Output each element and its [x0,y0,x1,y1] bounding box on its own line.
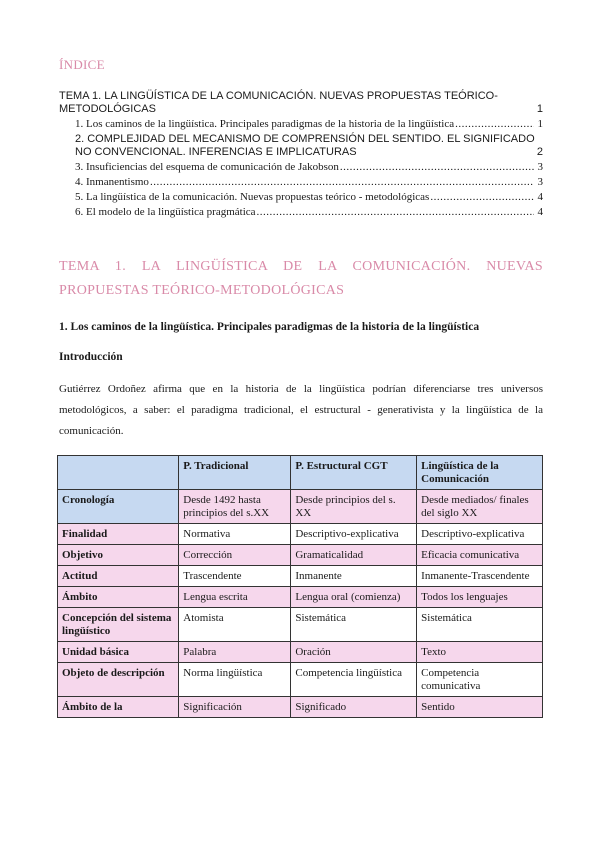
table-cell: Desde 1492 hasta principios del s.XX [179,490,291,524]
table-row [58,642,543,663]
table-cell: Todos los lenguajes [417,587,543,608]
table-cell: Corrección [179,545,291,566]
table-row-header: Unidad básica [58,642,179,663]
toc-page-number: 4 [537,191,543,203]
toc-page-number: 1 [537,118,543,130]
table-header-cell: P. Tradicional [179,456,291,490]
table-cell: Gramaticalidad [291,545,417,566]
toc-page-number: 1 [536,103,543,115]
table-cell: Palabra [179,642,291,663]
toc-entry-6[interactable] [59,206,543,219]
table-cell: Sistemática [417,608,543,642]
table-cell: Competencia comunicativa [417,663,543,697]
chapter-heading: TEMA 1. LA LINGÜÍSTICA DE LA COMUNICACIÓN. NUEVAS PROPUESTAS TEÓRICO-METODOLÓGICAS [59,259,543,298]
table-cell: Desde principios del s. XX [291,490,417,524]
table-cell: Sistemática [291,608,417,642]
table-cell: Significación [179,697,291,718]
table-of-contents [59,90,543,219]
toc-entry-4[interactable] [59,176,543,189]
toc-entry-2[interactable] [59,133,543,159]
toc-leader [257,206,534,219]
table-row [58,524,543,545]
table-cell: Atomista [179,608,291,642]
toc-entry-5[interactable] [59,191,543,204]
toc-leader [455,118,534,131]
table-cell: Desde mediados/ finales del siglo XX [417,490,543,524]
section-heading: 1. Los caminos de la lingüística. Principales paradigmas de la historia de la lingüística [59,321,480,333]
toc-entry-text: 4. Inmanentismo [75,176,149,188]
table-header-cell: P. Estructural CGT [291,456,417,490]
index-title: ÍNDICE [59,57,105,72]
table-cell: Sentido [417,697,543,718]
table-row [58,566,543,587]
paradigm-comparison-table [57,455,543,718]
table-row [58,545,543,566]
table-row-header: Objeto de descripción [58,663,179,697]
toc-leader [340,161,534,174]
table-header-cell [58,456,179,490]
table-cell: Oración [291,642,417,663]
table-row [58,587,543,608]
toc-entry-text: 3. Insuficiencias del esquema de comunicación de Jakobson [75,161,339,173]
table-row-header: Objetivo [58,545,179,566]
table-row-header: Cronología [58,490,179,524]
toc-page-number: 2 [536,146,543,158]
toc-entry-main[interactable] [59,90,543,116]
body-paragraph: Gutiérrez Ordoñez afirma que en la historia de la lingüística podrían diferenciarse tres universos metodológicos, a saber: el paradigma tradicional, el estructural - generativista y la lingüística de la comunicación. [59,383,543,437]
table-cell: Significado [291,697,417,718]
table-cell: Lengua escrita [179,587,291,608]
toc-entry-text: 5. La lingüística de la comunicación. Nuevas propuestas teórico - metodológicas [75,191,430,203]
table-header-row [58,456,543,490]
table-cell: Trascendente [179,566,291,587]
table-cell: Inmanente-Trascendente [417,566,543,587]
table-cell: Inmanente [291,566,417,587]
table-row-header: Ámbito [58,587,179,608]
table-cell: Eficacia comunicativa [417,545,543,566]
toc-page-number: 4 [537,206,543,218]
table-row [58,663,543,697]
table-row-header: Actitud [58,566,179,587]
toc-page-number: 3 [537,176,543,188]
table-row-header: Ámbito de la [58,697,179,718]
table-header-cell: Lingüística de la Comunicación [417,456,543,490]
toc-leader [150,176,534,189]
toc-entry-text: 2. COMPLEJIDAD DEL MECANISMO DE COMPRENSIÓN DEL SENTIDO. EL SIGNIFICADO NO CONVENCIONAL. INFERENCIAS E IMPLICATURAS [75,133,535,158]
table-cell: Lengua oral (comienza) [291,587,417,608]
table-row-header: Concepción del sistema lingüístico [58,608,179,642]
toc-entry-1[interactable] [59,118,543,131]
toc-entry-3[interactable] [59,161,543,174]
table-cell: Competencia lingüística [291,663,417,697]
toc-leader [430,191,534,204]
subsection-heading: Introducción [59,351,123,363]
toc-page-number: 3 [537,161,543,173]
table-row [58,490,543,524]
table-cell: Texto [417,642,543,663]
table-cell: Normativa [179,524,291,545]
toc-entry-text: 1. Los caminos de la lingüística. Principales paradigmas de la historia de la lingüística [75,118,455,130]
table-cell: Norma lingüística [179,663,291,697]
table-row-header: Finalidad [58,524,179,545]
table-row [58,608,543,642]
toc-entry-text: TEMA 1. LA LINGÜÍSTICA DE LA COMUNICACIÓN. NUEVAS PROPUESTAS TEÓRICO-METODOLÓGICAS [59,90,498,115]
table-cell: Descriptivo-explicativa [417,524,543,545]
toc-entry-text: 6. El modelo de la lingüística pragmática [75,206,256,218]
table-cell: Descriptivo-explicativa [291,524,417,545]
table-row [58,697,543,718]
